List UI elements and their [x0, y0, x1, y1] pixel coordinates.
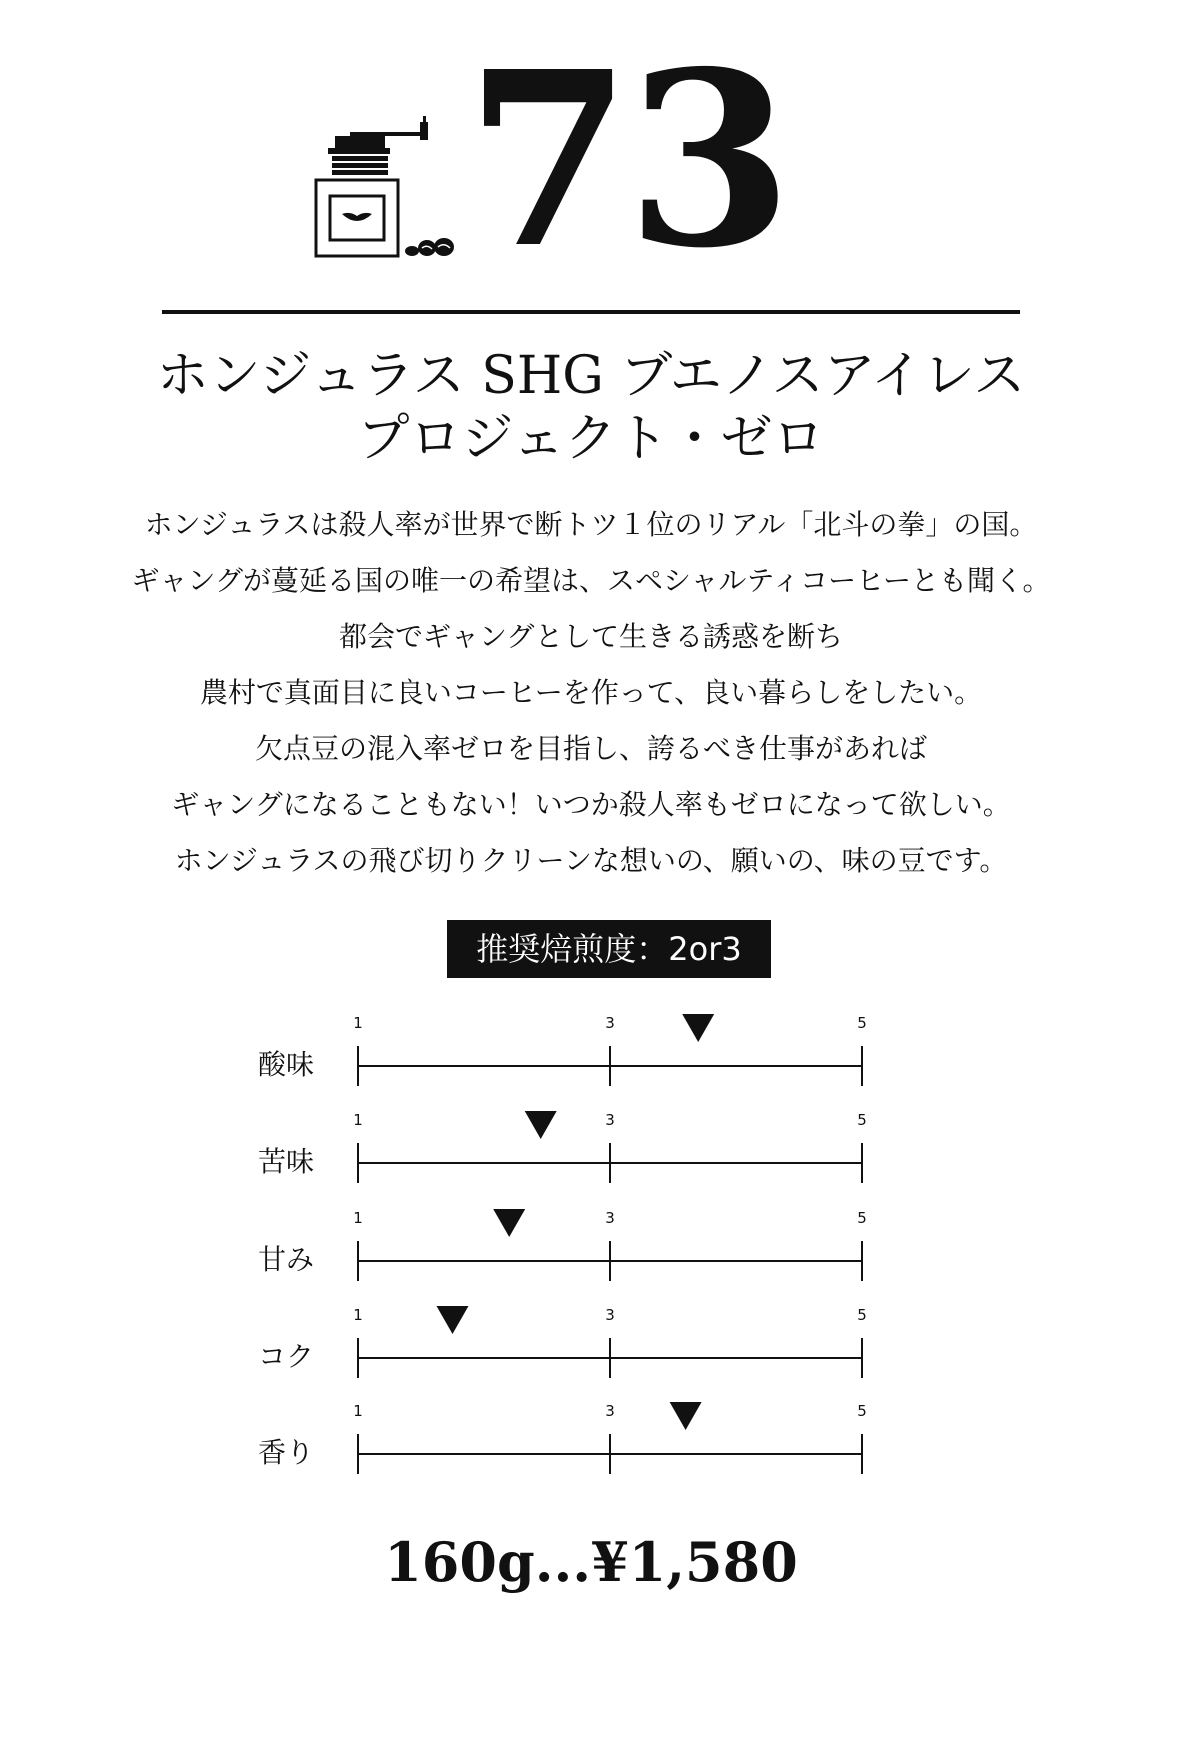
product-title-line1: ホンジュラス SHG ブエノスアイレス — [156, 346, 1026, 406]
description-line: 欠点豆の混入率ゼロを目指し、誇るべき仕事があれば — [254, 732, 927, 765]
price: 160g...¥1,580 — [384, 1530, 798, 1594]
scale-tick-label: 5 — [857, 1402, 867, 1420]
scale-label: 甘み — [258, 1243, 315, 1276]
scale-tick-label: 3 — [605, 1209, 615, 1227]
description-line: ホンジュラスの飛び切りクリーンな想いの、願いの、味の豆です。 — [174, 844, 1008, 877]
product-title-line2: プロジェクト・ゼロ — [357, 409, 825, 469]
scale-tick-label: 1 — [353, 1306, 363, 1324]
rating-marker-甘み — [493, 1209, 525, 1237]
description-line: 農村で真面目に良いコーヒーを作って、良い暮らしをしたい。 — [199, 676, 983, 709]
scale-tick-label: 3 — [605, 1306, 615, 1324]
scale-tick-label: 5 — [857, 1209, 867, 1227]
scale-tick-label: 5 — [857, 1014, 867, 1032]
scale-label: 香り — [258, 1436, 315, 1469]
scale-label: コク — [258, 1340, 315, 1373]
scale-tick-label: 1 — [353, 1111, 363, 1129]
scale-tick-label: 3 — [605, 1402, 615, 1420]
roast-level-badge: 推奨焙煎度：2or3 — [447, 920, 771, 978]
scale-tick-label: 5 — [857, 1306, 867, 1324]
scale-tick-label: 1 — [353, 1014, 363, 1032]
scale-tick-label: 5 — [857, 1111, 867, 1129]
rating-marker-コク — [437, 1306, 469, 1334]
scale-tick-label: 3 — [605, 1111, 615, 1129]
shop-number: 73 — [465, 19, 787, 301]
scale-tick-label: 3 — [605, 1014, 615, 1032]
scale-tick-label: 1 — [353, 1209, 363, 1227]
scale-label: 苦味 — [258, 1145, 315, 1178]
scale-tick-label: 1 — [353, 1402, 363, 1420]
description-line: ギャングになることもない！いつか殺人率もゼロになって欲しい。 — [171, 788, 1011, 821]
rating-marker-苦味 — [525, 1111, 557, 1139]
description-line: 都会でギャングとして生きる誘惑を断ち — [338, 620, 843, 653]
description-line: ホンジュラスは殺人率が世界で断トツ１位のリアル「北斗の拳」の国。 — [144, 508, 1038, 541]
rating-marker-酸味 — [682, 1014, 714, 1042]
description-line: ギャングが蔓延る国の唯一の希望は、スペシャルティコーヒーとも聞く。 — [131, 564, 1051, 597]
rating-marker-香り — [670, 1402, 702, 1430]
scale-label: 酸味 — [258, 1048, 315, 1081]
